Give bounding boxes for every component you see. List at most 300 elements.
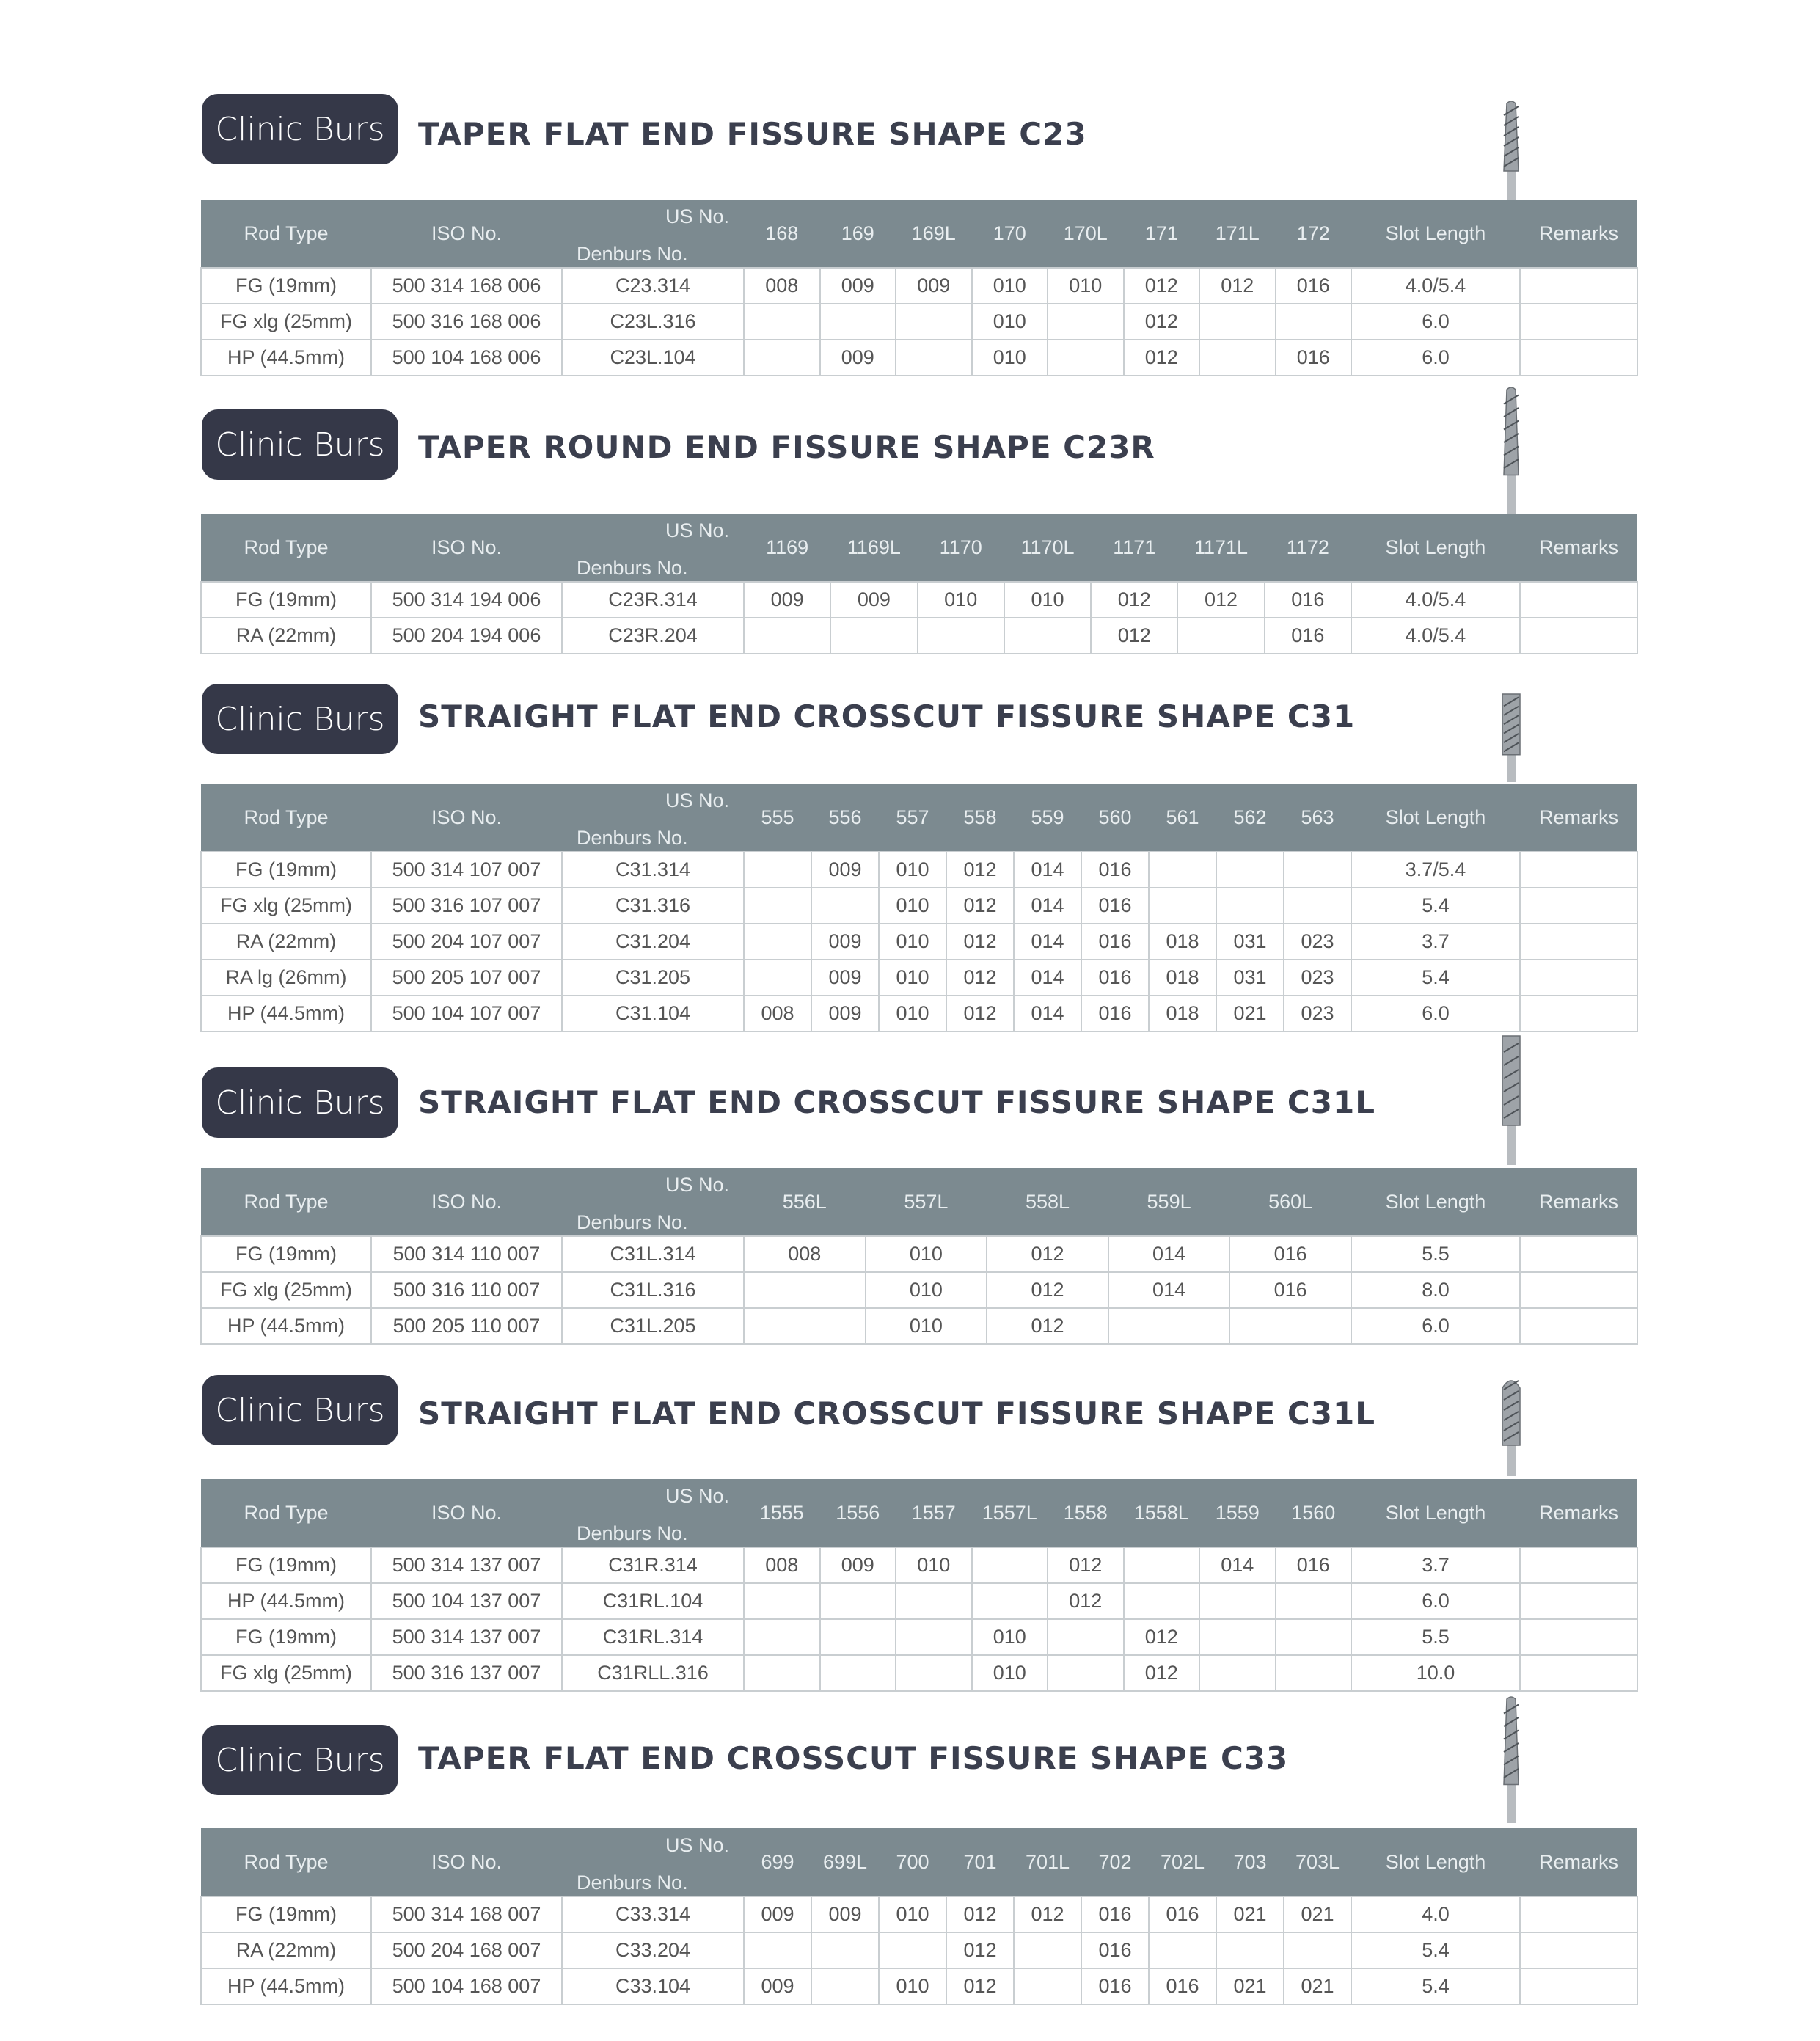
cell-size: 014 [1199,1547,1276,1583]
cell-size: 012 [946,888,1014,924]
cell-size: 014 [1014,960,1081,996]
header-size: 560 [1081,784,1149,852]
cell-size: 016 [1081,1968,1149,2004]
header-remarks: Remarks [1520,514,1637,582]
cell-size [744,1583,820,1619]
header-rod-type: Rod Type [201,514,371,582]
bur-image [1496,1695,1526,1827]
cell-denburs-no: C31.205 [562,960,744,996]
cell-remarks [1520,852,1637,888]
table-row [201,1619,1637,1655]
header-size: 171 [1124,200,1200,268]
cell-slot-length: 10.0 [1351,1655,1520,1691]
cell-denburs-no: C31.204 [562,924,744,960]
cell-size [744,304,820,340]
cell-size: 016 [1276,1547,1352,1583]
cell-iso-no: 500 314 107 007 [371,852,562,888]
section-title: TAPER ROUND END FISSURE SHAPE C23R [418,429,1155,465]
header-size: 703L [1284,1828,1351,1896]
clinic-burs-badge: Clinic Burs [202,409,398,480]
cell-remarks [1520,1968,1637,2004]
cell-rod-type: FG (19mm) [201,852,371,888]
header-size: 1557L [972,1479,1048,1547]
cell-rod-type: FG xlg (25mm) [201,304,371,340]
cell-remarks [1520,1547,1637,1583]
cell-size [811,888,879,924]
cell-size: 012 [946,1896,1014,1932]
cell-size: 008 [744,1547,820,1583]
cell-size: 012 [1048,1583,1124,1619]
cell-iso-no: 500 314 137 007 [371,1619,562,1655]
cell-rod-type: HP (44.5mm) [201,1308,371,1344]
cell-rod-type: RA (22mm) [201,618,371,654]
cell-remarks [1520,582,1637,618]
cell-size: 021 [1284,1968,1351,2004]
header-size: 1560 [1276,1479,1352,1547]
cell-iso-no: 500 205 107 007 [371,960,562,996]
header-us-denburs [562,514,744,582]
cell-iso-no: 500 316 137 007 [371,1655,562,1691]
cell-size [1149,852,1216,888]
header-size: 1558L [1124,1479,1200,1547]
table-row [201,1308,1637,1344]
cell-iso-no: 500 314 137 007 [371,1547,562,1583]
header-us-no: US No. [665,789,729,811]
cell-iso-no: 500 204 194 006 [371,618,562,654]
cell-size: 009 [830,582,917,618]
bur-image [1496,385,1526,517]
cell-size: 016 [1081,996,1149,1032]
cell-size [918,618,1004,654]
cell-size: 010 [972,268,1048,304]
cell-size: 012 [1091,618,1177,654]
header-us-no: US No. [665,1485,729,1507]
clinic-burs-badge: Clinic Burs [202,1725,398,1795]
cell-slot-length: 6.0 [1351,304,1520,340]
cell-remarks [1520,618,1637,654]
cell-size: 014 [1014,852,1081,888]
spec-table [200,1168,1638,1345]
header-us-denburs [562,200,744,268]
header-size: 558L [987,1168,1108,1236]
table-row [201,582,1637,618]
section-title: TAPER FLAT END CROSSCUT FISSURE SHAPE C33 [418,1740,1289,1776]
cell-size [1216,888,1284,924]
cell-size [1149,1932,1216,1968]
cell-size: 010 [879,888,946,924]
cell-size: 009 [811,996,879,1032]
cell-iso-no: 500 104 107 007 [371,996,562,1032]
cell-remarks [1520,1896,1637,1932]
header-size: 170 [972,200,1048,268]
cell-slot-length: 8.0 [1351,1272,1520,1308]
clinic-burs-badge: Clinic Burs [202,1067,398,1138]
cell-size: 010 [896,1547,972,1583]
cell-size [1199,340,1276,376]
cell-size: 016 [1081,924,1149,960]
cell-size: 016 [1081,960,1149,996]
section-title: TAPER FLAT END FISSURE SHAPE C23 [418,116,1087,152]
cell-size [1229,1308,1351,1344]
cell-size [1014,1932,1081,1968]
cell-remarks [1520,1655,1637,1691]
cell-size: 010 [972,1655,1048,1691]
cell-size: 018 [1149,996,1216,1032]
header-size: 563 [1284,784,1351,852]
cell-size [879,1932,946,1968]
cell-size: 016 [1149,1968,1216,2004]
header-size: 562 [1216,784,1284,852]
spec-table [200,1479,1638,1692]
header-size: 702L [1149,1828,1216,1896]
cell-size [811,1968,879,2004]
cell-size [1048,304,1124,340]
cell-size: 009 [744,1968,811,2004]
header-rod-type: Rod Type [201,1479,371,1547]
cell-iso-no: 500 316 168 006 [371,304,562,340]
cell-rod-type: HP (44.5mm) [201,1968,371,2004]
cell-size: 016 [1265,582,1351,618]
cell-size [1284,1932,1351,1968]
cell-size [1004,618,1091,654]
cell-slot-length: 3.7/5.4 [1351,852,1520,888]
cell-denburs-no: C31RL.104 [562,1583,744,1619]
header-size: 555 [744,784,811,852]
cell-remarks [1520,888,1637,924]
cell-denburs-no: C31L.205 [562,1308,744,1344]
cell-denburs-no: C33.314 [562,1896,744,1932]
cell-denburs-no: C31L.316 [562,1272,744,1308]
header-size: 1172 [1265,514,1351,582]
header-slot-length: Slot Length [1351,514,1520,582]
cell-size: 023 [1284,960,1351,996]
cell-size [1216,852,1284,888]
cell-remarks [1520,1272,1637,1308]
cell-size: 012 [1014,1896,1081,1932]
cell-size: 014 [1108,1272,1230,1308]
cell-size: 010 [879,960,946,996]
cell-size: 016 [1276,340,1352,376]
cell-remarks [1520,996,1637,1032]
cell-iso-no: 500 204 168 007 [371,1932,562,1968]
cell-remarks [1520,1236,1637,1272]
cell-denburs-no: C23L.316 [562,304,744,340]
cell-size: 010 [972,304,1048,340]
cell-size [1276,1619,1352,1655]
cell-iso-no: 500 314 194 006 [371,582,562,618]
cell-size: 014 [1014,996,1081,1032]
cell-size: 010 [879,924,946,960]
cell-size [972,1583,1048,1619]
cell-size [1199,1583,1276,1619]
table-row [201,304,1637,340]
header-size: 557 [879,784,946,852]
table-row [201,924,1637,960]
header-size: 1171 [1091,514,1177,582]
cell-size: 012 [1177,582,1264,618]
table-row [201,1655,1637,1691]
cell-size: 010 [866,1308,987,1344]
cell-slot-length: 5.5 [1351,1619,1520,1655]
header-size: 1556 [820,1479,896,1547]
cell-iso-no: 500 314 168 007 [371,1896,562,1932]
header-size: 169 [820,200,896,268]
header-denburs-no: Denburs No. [577,557,688,579]
cell-rod-type: HP (44.5mm) [201,996,371,1032]
cell-size: 012 [1199,268,1276,304]
cell-denburs-no: C23R.314 [562,582,744,618]
cell-size [896,340,972,376]
header-rod-type: Rod Type [201,784,371,852]
cell-size: 031 [1216,960,1284,996]
cell-iso-no: 500 104 168 007 [371,1968,562,2004]
cell-size: 012 [1124,268,1200,304]
cell-remarks [1520,924,1637,960]
cell-slot-length: 4.0/5.4 [1351,582,1520,618]
cell-size: 014 [1014,888,1081,924]
header-slot-length: Slot Length [1351,784,1520,852]
cell-remarks [1520,960,1637,996]
cell-size: 016 [1229,1272,1351,1308]
cell-size [744,924,811,960]
header-us-no: US No. [665,519,729,541]
cell-size [744,618,830,654]
cell-denburs-no: C33.204 [562,1932,744,1968]
cell-size: 016 [1149,1896,1216,1932]
cell-size: 016 [1265,618,1351,654]
table-row [201,1547,1637,1583]
header-size: 1555 [744,1479,820,1547]
section-title: STRAIGHT FLAT END CROSSCUT FISSURE SHAPE C31L [418,1395,1375,1431]
cell-size: 010 [1048,268,1124,304]
header-denburs-no: Denburs No. [577,1211,688,1233]
cell-size [1124,1547,1200,1583]
cell-size: 008 [744,1236,866,1272]
cell-slot-length: 6.0 [1351,1583,1520,1619]
spec-table [200,200,1638,376]
cell-size [820,304,896,340]
cell-size [1177,618,1264,654]
cell-denburs-no: C31L.314 [562,1236,744,1272]
cell-size [811,1932,879,1968]
cell-size [744,852,811,888]
cell-denburs-no: C31.104 [562,996,744,1032]
spec-table [200,514,1638,654]
cell-slot-length: 4.0/5.4 [1351,268,1520,304]
cell-size: 009 [811,924,879,960]
header-remarks: Remarks [1520,784,1637,852]
cell-size [744,1619,820,1655]
cell-size: 012 [946,924,1014,960]
cell-iso-no: 500 104 137 007 [371,1583,562,1619]
header-size: 1558 [1048,1479,1124,1547]
cell-size [1108,1308,1230,1344]
cell-size [1216,1932,1284,1968]
cell-size: 010 [866,1272,987,1308]
cell-size [1284,852,1351,888]
cell-iso-no: 500 104 168 006 [371,340,562,376]
cell-size: 012 [1091,582,1177,618]
header-size: 703 [1216,1828,1284,1896]
cell-rod-type: FG (19mm) [201,1896,371,1932]
cell-size: 016 [1081,888,1149,924]
section-title: STRAIGHT FLAT END CROSSCUT FISSURE SHAPE C31 [418,698,1356,734]
cell-size [1199,304,1276,340]
header-size: 172 [1276,200,1352,268]
cell-size: 010 [972,340,1048,376]
table-row [201,618,1637,654]
cell-denburs-no: C31.316 [562,888,744,924]
cell-size [896,1619,972,1655]
table-row [201,1932,1637,1968]
cell-size: 021 [1216,996,1284,1032]
cell-size: 031 [1216,924,1284,960]
cell-remarks [1520,304,1637,340]
cell-size: 012 [987,1236,1108,1272]
cell-size: 008 [744,268,820,304]
bur-image [1496,1373,1526,1480]
spec-table [200,1828,1638,2005]
cell-size [896,1583,972,1619]
header-size: 1559 [1199,1479,1276,1547]
bur-image [1496,1033,1526,1169]
cell-remarks [1520,1932,1637,1968]
header-rod-type: Rod Type [201,200,371,268]
cell-slot-length: 4.0/5.4 [1351,618,1520,654]
cell-size [744,340,820,376]
header-remarks: Remarks [1520,200,1637,268]
cell-denburs-no: C31RLL.316 [562,1655,744,1691]
cell-denburs-no: C31RL.314 [562,1619,744,1655]
header-size: 560L [1229,1168,1351,1236]
cell-size: 021 [1216,1968,1284,2004]
cell-size: 009 [820,340,896,376]
cell-rod-type: FG (19mm) [201,1236,371,1272]
cell-size: 018 [1149,924,1216,960]
cell-size: 012 [1124,304,1200,340]
cell-size: 010 [879,996,946,1032]
cell-size: 023 [1284,996,1351,1032]
cell-slot-length: 3.7 [1351,1547,1520,1583]
header-denburs-no: Denburs No. [577,243,688,265]
cell-size [1014,1968,1081,2004]
header-size: 559L [1108,1168,1230,1236]
header-size: 556 [811,784,879,852]
header-slot-length: Slot Length [1351,200,1520,268]
cell-slot-length: 3.7 [1351,924,1520,960]
cell-size: 016 [1229,1236,1351,1272]
header-us-denburs [562,1479,744,1547]
clinic-burs-badge: Clinic Burs [202,94,398,164]
cell-size: 018 [1149,960,1216,996]
header-us-no: US No. [665,205,729,227]
cell-rod-type: HP (44.5mm) [201,340,371,376]
cell-size: 010 [879,1968,946,2004]
cell-size [820,1655,896,1691]
cell-size: 012 [946,960,1014,996]
bur-image [1496,99,1526,205]
table-row [201,1236,1637,1272]
cell-size: 012 [946,996,1014,1032]
header-remarks: Remarks [1520,1828,1637,1896]
header-remarks: Remarks [1520,1168,1637,1236]
table-row [201,340,1637,376]
cell-rod-type: RA (22mm) [201,1932,371,1968]
table-row [201,852,1637,888]
cell-slot-length: 4.0 [1351,1896,1520,1932]
table-row [201,996,1637,1032]
cell-rod-type: FG (19mm) [201,268,371,304]
table-row [201,1583,1637,1619]
cell-size [820,1619,896,1655]
cell-size: 012 [1048,1547,1124,1583]
header-us-denburs [562,784,744,852]
cell-size: 014 [1108,1236,1230,1272]
cell-size: 016 [1081,1896,1149,1932]
cell-remarks [1520,1619,1637,1655]
cell-size [896,304,972,340]
header-size: 700 [879,1828,946,1896]
header-size: 557L [866,1168,987,1236]
cell-rod-type: FG xlg (25mm) [201,1272,371,1308]
cell-rod-type: HP (44.5mm) [201,1583,371,1619]
header-rod-type: Rod Type [201,1828,371,1896]
cell-size: 023 [1284,924,1351,960]
cell-size [1199,1655,1276,1691]
table-row [201,1968,1637,2004]
header-us-no: US No. [665,1834,729,1856]
cell-denburs-no: C33.104 [562,1968,744,2004]
cell-size [744,1932,811,1968]
cell-size: 016 [1081,852,1149,888]
cell-rod-type: FG (19mm) [201,1619,371,1655]
header-size: 1170L [1004,514,1091,582]
cell-size [744,888,811,924]
cell-remarks [1520,340,1637,376]
cell-size [1149,888,1216,924]
header-size: 169L [896,200,972,268]
cell-size [820,1583,896,1619]
table-row [201,960,1637,996]
cell-denburs-no: C23.314 [562,268,744,304]
header-size: 1170 [918,514,1004,582]
header-size: 699L [811,1828,879,1896]
header-size: 1169 [744,514,830,582]
cell-size: 010 [972,1619,1048,1655]
cell-size: 009 [811,852,879,888]
header-slot-length: Slot Length [1351,1828,1520,1896]
header-size: 701 [946,1828,1014,1896]
cell-size: 009 [811,960,879,996]
table-row [201,888,1637,924]
cell-size: 014 [1014,924,1081,960]
header-denburs-no: Denburs No. [577,1872,688,1894]
cell-size [1199,1619,1276,1655]
header-iso-no: ISO No. [371,1479,562,1547]
header-size: 559 [1014,784,1081,852]
cell-size: 009 [896,268,972,304]
cell-slot-length: 5.4 [1351,1968,1520,2004]
header-iso-no: ISO No. [371,1168,562,1236]
cell-rod-type: FG xlg (25mm) [201,1655,371,1691]
cell-size: 012 [1124,1619,1200,1655]
cell-size: 010 [879,852,946,888]
header-rod-type: Rod Type [201,1168,371,1236]
cell-rod-type: FG (19mm) [201,582,371,618]
header-size: 556L [744,1168,866,1236]
cell-remarks [1520,1583,1637,1619]
cell-size: 009 [820,1547,896,1583]
